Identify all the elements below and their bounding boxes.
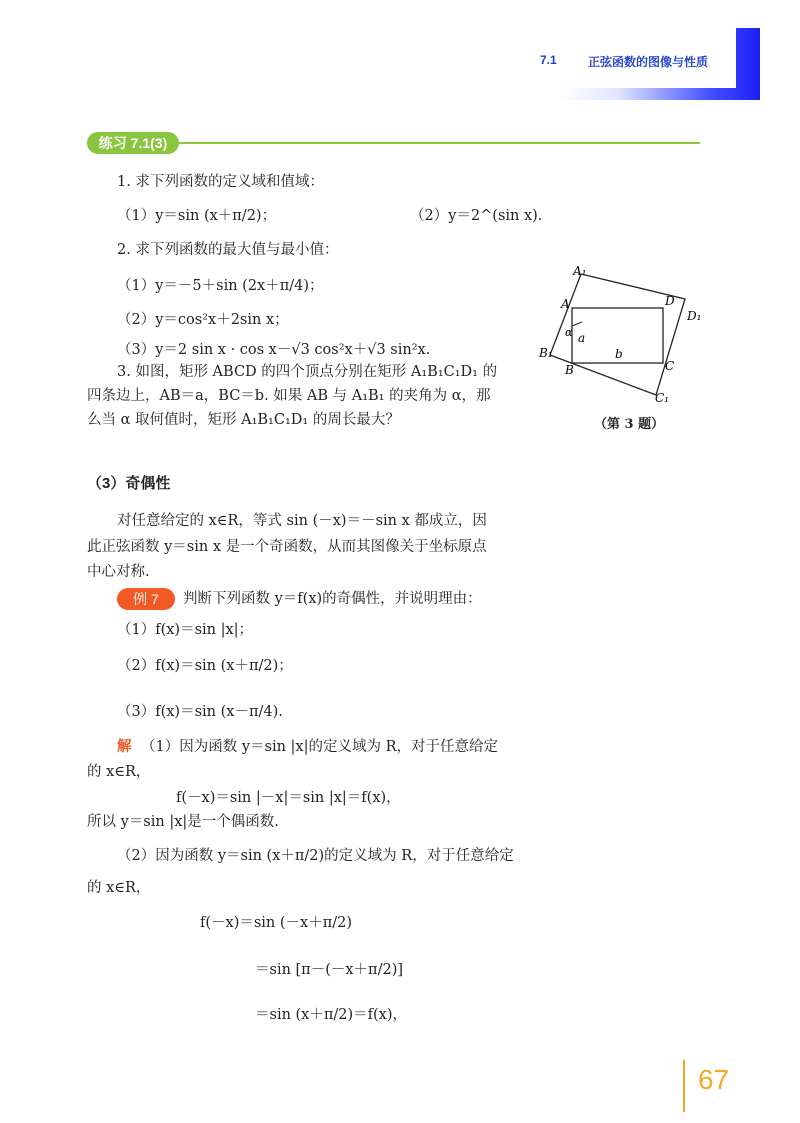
q3-line-3: 么当 α 取何值时，矩形 A₁B₁C₁D₁ 的周长最大？	[87, 412, 400, 428]
exercise-divider	[178, 142, 700, 144]
example-tag: 例 7	[117, 588, 175, 610]
section-paragraph-line-1: 对任意给定的 x∈R，等式 sin (－x)＝－sin x 都成立，因	[117, 513, 487, 529]
label-c1: C₁	[655, 391, 669, 405]
section-heading: （3）奇偶性	[87, 475, 171, 492]
exercise-tag: 练习 7.1(3)	[87, 132, 179, 154]
label-c: C	[665, 359, 675, 373]
label-a: A	[561, 297, 570, 311]
q1-item-2: （2）y＝2^(sin x).	[410, 208, 543, 224]
q3-line-2: 四条边上，AB＝a，BC＝b. 如果 AB 与 A₁B₁ 的夹角为 α，那	[87, 388, 491, 404]
example-item-1: （1）f(x)＝sin |x|；	[117, 622, 254, 638]
rectangle-figure	[535, 262, 710, 412]
label-side-a: a	[578, 331, 586, 345]
solution-1-conclusion: 所以 y＝sin |x|是一个偶函数.	[87, 814, 279, 830]
angle-mark	[572, 322, 582, 326]
q2-item-1: （1）y＝－5＋sin (2x＋π/4)；	[117, 278, 324, 294]
section-paragraph-line-3: 中心对称.	[87, 564, 150, 580]
section-paragraph-line-2: 此正弦函数 y＝sin x 是一个奇函数，从而其图像关于坐标原点	[87, 539, 487, 555]
q2-stem: 2. 求下列函数的最大值与最小值：	[117, 242, 339, 258]
example-stem: 判断下列函数 y＝f(x)的奇偶性，并说明理由：	[183, 591, 482, 607]
label-a1: A₁	[573, 264, 587, 278]
q1-item-1: （1）y＝sin (x＋π/2)；	[117, 208, 277, 224]
example-item-2: （2）f(x)＝sin (x＋π/2)；	[117, 658, 293, 674]
example-item-3: （3）f(x)＝sin (x－π/4).	[117, 704, 283, 720]
solution-2-line-2: 的 x∈R，	[87, 880, 151, 896]
solution-1-equation: f(－x)＝sin |－x|＝sin |x|＝f(x)，	[176, 790, 401, 806]
label-alpha: α	[565, 326, 573, 339]
figure-caption: （第 3 题）	[594, 417, 665, 432]
q2-item-2: （2）y＝cos²x＋2sin x；	[117, 312, 289, 328]
solution-2-equation-3: ＝sin (x＋π/2)＝f(x)，	[255, 1007, 408, 1023]
q2-item-3: （3）y＝2 sin x · cos x－√3 cos²x＋√3 sin²x.	[117, 342, 431, 358]
solution-2-line-1: （2）因为函数 y＝sin (x＋π/2)的定义域为 R，对于任意给定	[117, 848, 514, 864]
solution-2-equation-1: f(－x)＝sin (－x＋π/2)	[200, 915, 353, 931]
solution-1-line-2: 的 x∈R，	[87, 764, 151, 780]
solution-label: 解	[117, 738, 132, 755]
q1-stem: 1. 求下列函数的定义域和值域：	[117, 174, 324, 190]
header-section-number: 7.1	[540, 53, 557, 67]
label-b1: B₁	[539, 346, 553, 360]
label-side-b: b	[615, 347, 623, 361]
page-number: 67	[698, 1064, 730, 1095]
label-d: D	[665, 294, 675, 308]
page-number-divider	[683, 1060, 685, 1112]
q3-line-1: 3. 如图，矩形 ABCD 的四个顶点分别在矩形 A₁B₁C₁D₁ 的	[117, 364, 498, 380]
label-b: B	[565, 363, 574, 377]
header-section-title: 正弦函数的图像与性质	[588, 55, 709, 69]
label-d1: D₁	[687, 309, 702, 323]
solution-1-line-1: （1）因为函数 y＝sin |x|的定义域为 R，对于任意给定	[141, 739, 499, 755]
solution-2-equation-2: ＝sin [π－(－x＋π/2)]	[255, 962, 404, 978]
